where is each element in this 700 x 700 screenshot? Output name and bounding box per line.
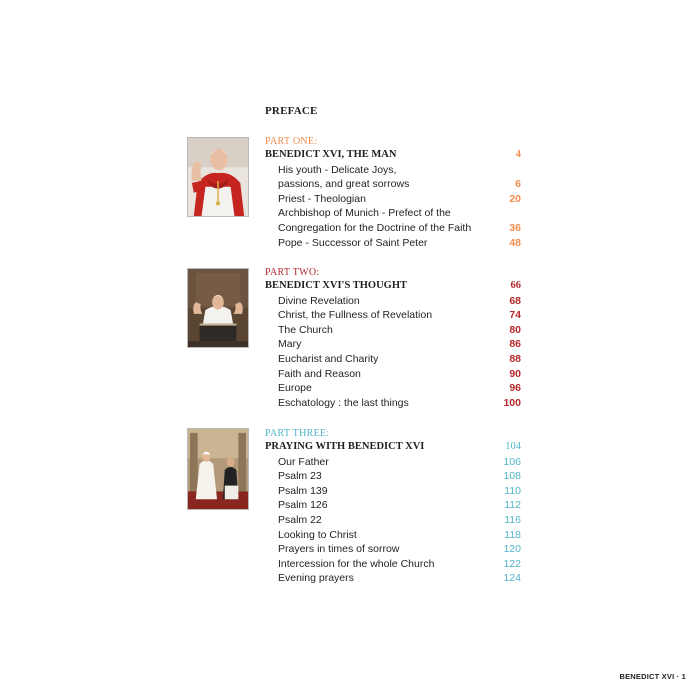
toc-entry bbox=[265, 381, 521, 396]
toc-entry bbox=[265, 337, 521, 352]
preface-heading: PREFACE bbox=[265, 105, 318, 117]
entry-page: 66 bbox=[510, 280, 521, 291]
section-part-two bbox=[265, 266, 521, 410]
entry-page: 36 bbox=[509, 221, 521, 234]
entry-title: Archbishop of Munich - Prefect of the bbox=[278, 207, 451, 220]
entry-title: The Church bbox=[278, 323, 333, 336]
section-part-one bbox=[265, 135, 521, 250]
part-one-label: PART ONE: bbox=[265, 136, 318, 147]
entry-page: 48 bbox=[509, 236, 521, 249]
toc-entry bbox=[265, 323, 521, 338]
toc-entry bbox=[265, 177, 521, 192]
toc-entry bbox=[265, 148, 521, 163]
toc-entry bbox=[265, 279, 521, 294]
toc-entry bbox=[265, 294, 521, 309]
toc-entry bbox=[265, 396, 521, 411]
toc-entry bbox=[265, 308, 521, 323]
entry-page: 104 bbox=[505, 441, 521, 452]
toc-entry bbox=[265, 163, 521, 178]
entry-title: Intercession for the whole Church bbox=[278, 557, 435, 570]
entry-title: Europe bbox=[278, 382, 312, 395]
toc-entry bbox=[265, 236, 521, 251]
entry-title: BENEDICT XVI, THE MAN bbox=[265, 149, 397, 160]
entry-page: 110 bbox=[504, 484, 521, 497]
entry-title: Prayers in times of sorrow bbox=[278, 543, 400, 556]
toc-entry bbox=[265, 557, 521, 572]
toc-entry bbox=[265, 206, 521, 221]
entry-title: Eucharist and Charity bbox=[278, 352, 379, 365]
toc-entry bbox=[265, 513, 521, 528]
entry-page: 124 bbox=[503, 572, 521, 585]
toc-entry bbox=[265, 192, 521, 207]
entry-title: Psalm 23 bbox=[278, 470, 322, 483]
toc-entry bbox=[265, 542, 521, 557]
toc-entry bbox=[265, 484, 521, 499]
entry-page: 118 bbox=[504, 528, 521, 541]
entry-page: 4 bbox=[515, 149, 521, 160]
toc-entry bbox=[265, 455, 521, 470]
entry-title: Pope - Successor of Saint Peter bbox=[278, 236, 428, 249]
entry-title: Congregation for the Doctrine of the Faith bbox=[278, 221, 472, 234]
toc-entry bbox=[265, 352, 521, 367]
entry-page: 106 bbox=[503, 455, 521, 468]
part-two-label: PART TWO: bbox=[265, 267, 320, 278]
entry-title: Our Father bbox=[278, 455, 329, 468]
section-part-three bbox=[265, 427, 521, 586]
entry-title: His youth - Delicate Joys, bbox=[278, 163, 397, 176]
entry-page: 80 bbox=[509, 323, 521, 336]
entry-title: Eschatology : the last things bbox=[278, 396, 409, 409]
entry-title: passions, and great sorrows bbox=[278, 178, 410, 191]
entry-title: PRAYING WITH BENEDICT XVI bbox=[265, 441, 425, 452]
entry-title: Priest - Theologian bbox=[278, 192, 366, 205]
entry-title: Psalm 22 bbox=[278, 513, 322, 526]
entry-title: Faith and Reason bbox=[278, 367, 361, 380]
toc-entry bbox=[265, 221, 521, 236]
entry-title: Divine Revelation bbox=[278, 294, 360, 307]
entry-title: Mary bbox=[278, 338, 302, 351]
pope-waving-photo bbox=[187, 137, 249, 217]
entry-page: 96 bbox=[509, 382, 521, 395]
toc-entry bbox=[265, 528, 521, 543]
entry-page: 68 bbox=[509, 294, 521, 307]
entry-page: 90 bbox=[509, 367, 521, 380]
entry-page: 86 bbox=[509, 338, 521, 351]
page-footer: BENEDICT XVI · 1 bbox=[619, 672, 686, 681]
part-three-label: PART THREE: bbox=[265, 428, 330, 439]
entry-title: Christ, the Fullness of Revelation bbox=[278, 309, 433, 322]
entry-page: 112 bbox=[504, 499, 521, 512]
entry-title: Psalm 139 bbox=[278, 484, 328, 497]
entry-title: Psalm 126 bbox=[278, 499, 328, 512]
entry-page: 108 bbox=[503, 470, 521, 483]
toc-entry bbox=[265, 367, 521, 382]
entry-title: Evening prayers bbox=[278, 572, 354, 585]
toc-entry bbox=[265, 440, 521, 455]
pope-walking-photo bbox=[187, 428, 249, 510]
entry-page: 88 bbox=[509, 352, 521, 365]
entry-page: 120 bbox=[503, 543, 521, 556]
entry-page: 6 bbox=[515, 178, 521, 191]
toc-entry bbox=[265, 469, 521, 484]
entry-page: 100 bbox=[503, 396, 521, 409]
entry-page: 74 bbox=[509, 309, 521, 322]
entry-page: 116 bbox=[504, 513, 521, 526]
pope-podium-photo bbox=[187, 268, 249, 348]
toc-entry bbox=[265, 498, 521, 513]
entry-page: 122 bbox=[503, 557, 521, 570]
toc-entry bbox=[265, 571, 521, 586]
entry-title: Looking to Christ bbox=[278, 528, 357, 541]
entry-page: 20 bbox=[509, 192, 521, 205]
entry-title: BENEDICT XVI'S THOUGHT bbox=[265, 280, 407, 291]
